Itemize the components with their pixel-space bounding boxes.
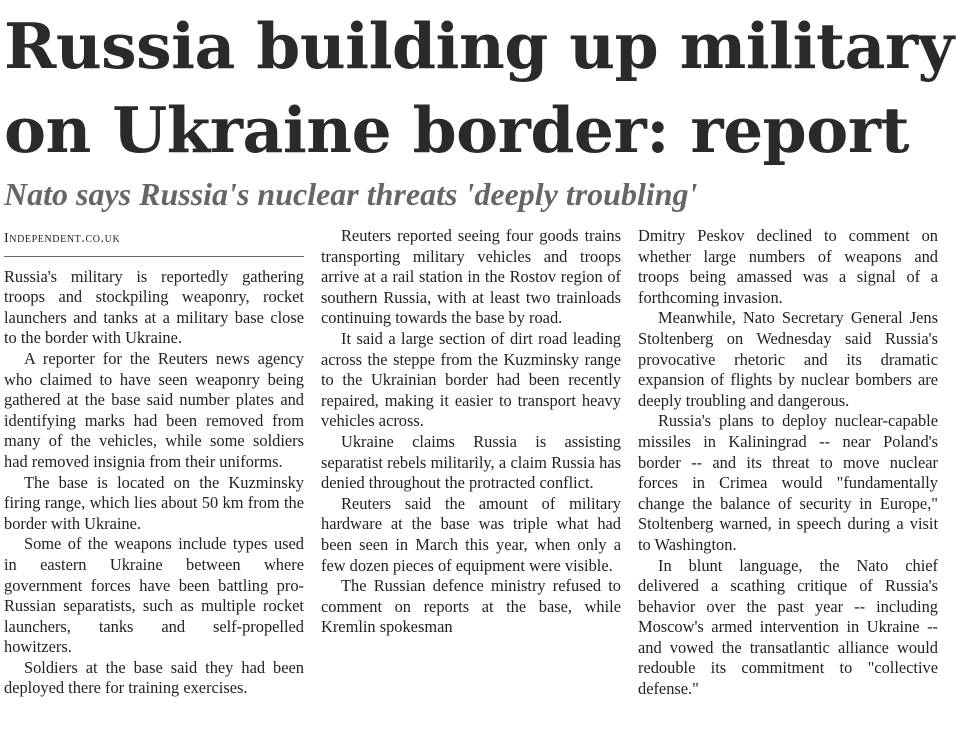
paragraph: Some of the weapons include types used in eastern Ukraine between where government forces have been battling pro-Russian separatists, such as multiple rocket launchers, tanks and self-propelled howitzers.: [4, 534, 304, 657]
paragraph: Dmitry Peskov declined to comment on whether large numbers of weapons and troops being amassed was a signal of a forthcoming invasion.: [638, 226, 938, 307]
paragraph: The base is located on the Kuzminsky firing range, which lies about 50 km from the border with Ukraine.: [4, 472, 304, 533]
article-body: [4, 226, 948, 732]
column-1: [4, 226, 304, 732]
paragraph: Reuters said the amount of military hardware at the base was triple what had been seen in March this year, when only a few dozen pieces of equipment were visible.: [321, 493, 621, 575]
paragraph: A reporter for the Reuters news agency who claimed to have seen weaponry being gathered at the base said number plates and identifying marks had been removed from many of the vehicles, while some soldiers had removed insignia from their uniforms.: [4, 348, 304, 471]
column-2: [321, 226, 621, 732]
paragraph: Ukraine claims Russia is assisting separatist rebels militarily, a claim Russia has denied throughout the protracted conflict.: [321, 431, 621, 493]
headline: [4, 4, 952, 172]
column-3: [638, 226, 938, 732]
paragraph: Soldiers at the base said they had been deployed there for training exercises.: [4, 657, 304, 698]
paragraph: It said a large section of dirt road leading across the steppe from the Kuzminsky range to the Ukrainian border had been recently repaired, making it easier to transport heavy vehicles across.: [321, 328, 621, 431]
paragraph: Russia's plans to deploy nuclear-capable missiles in Kaliningrad -- near Poland's border -- and its threat to move nuclear forces in Crimea would "fundamentally change the balance of security in Europe," Stoltenberg warned, in speech during a visit to Washington.: [638, 411, 938, 554]
subheadline: Nato says Russia's nuclear threats 'deeply troubling': [4, 176, 698, 212]
headline-line-1: Russia building up military: [4, 9, 954, 83]
paragraph: In blunt language, the Nato chief delivered a scathing critique of Russia's behavior over the past year -- including Moscow's armed intervention in Ukraine -- and vowed the transatlantic alliance would redouble its commitment to "collective defense.": [638, 555, 938, 699]
source-credit: Independent.co.uk: [4, 226, 304, 257]
paragraph: Meanwhile, Nato Secretary General Jens Stoltenberg on Wednesday said Russia's provocative rhetoric and its dramatic expansion of flights by nuclear bombers are deeply troubling and dangerous.: [638, 308, 938, 410]
paragraph: The Russian defence ministry refused to comment on reports at the base, while Kremlin spokesman: [321, 576, 621, 637]
paragraph: Reuters reported seeing four goods trains transporting military vehicles and troops arrive at a rail station in the Rostov region of southern Russia, with at least two trainloads continuing towards the base by road.: [321, 226, 621, 328]
paragraph: Russia's military is reportedly gathering troops and stockpiling weaponry, rocket launchers and tanks at a military base close to the border with Ukraine.: [4, 266, 304, 348]
headline-line-2: on Ukraine border: report: [4, 93, 910, 167]
